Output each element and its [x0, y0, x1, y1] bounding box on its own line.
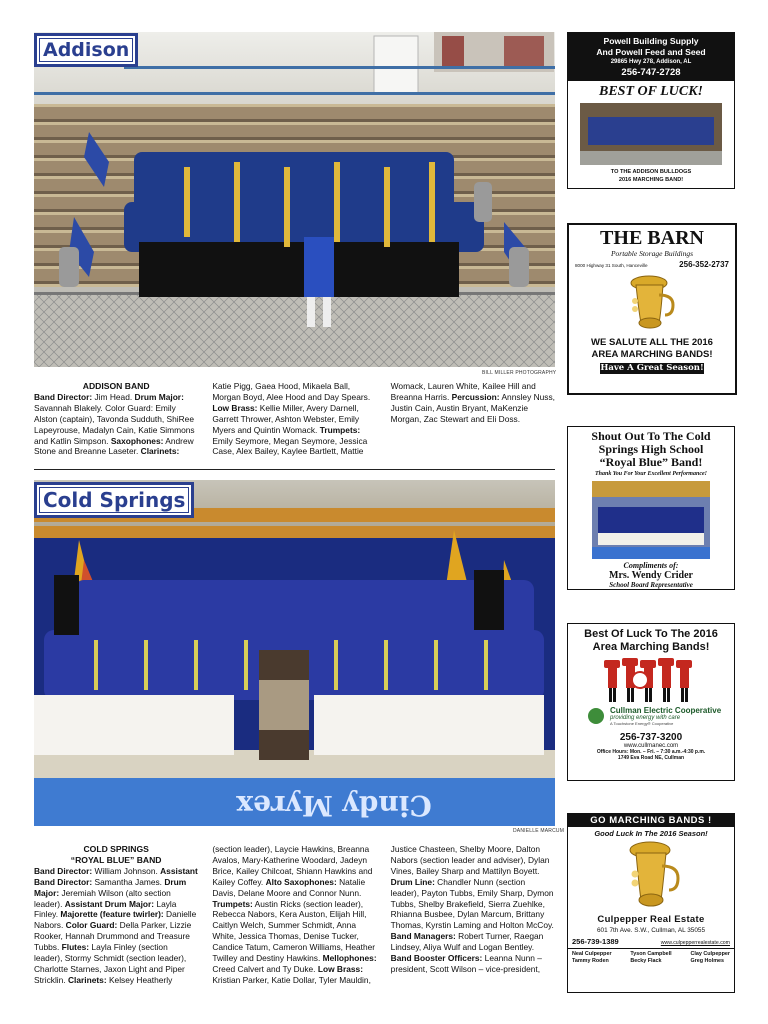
addison-roster-label: Saxophones: [110, 435, 164, 446]
cold-springs-roster-label: Band Director: [34, 865, 93, 876]
cold-springs-roster-names: Austin Ricks (section leader), Rebecca Nabors, Kera Auston, Elijah Hill, Caitlyn Welch, Summer Schmidt, Anna White, Jessica Thomas, Denise Tucker, Candice Tatum, Cameron Williams, Heather Twilley and Destiny Hawkins. [212, 898, 376, 964]
barn-phone: 256-352-2737 [679, 260, 729, 269]
powell-caption-1: TO THE ADDISON BULLDOGS [610, 169, 692, 175]
cullman-company: Cullman Electric Cooperative [610, 706, 722, 715]
cold-springs-roster-label: Band Managers: [390, 931, 456, 942]
cold-springs-roster-label: Mellophones: [322, 953, 377, 964]
addison-section-label: Addison [34, 33, 138, 67]
addison-roster-names: Savannah Blakely. Color Guard: Emily Alston (captain), Tavonda Sudduth, ShiRee Lapeyrouse, Madalyn Cain, Katie Simmons and Katlin Simpson. [34, 402, 195, 446]
cullman-tagline: providing energy with care [610, 715, 681, 721]
cold-springs-roster-names: Layla Finley. [34, 898, 177, 920]
cold-springs-roster-names: Samantha James. [92, 876, 165, 887]
cold-springs-roster-names: Chandler Nunn (section leader), Payton Tubbs, Emily Sharp, Dymon Tubbs, Shelby Brakefield, Sierra Zuehlke, Rhianna Busbee, Dylan Marcum, Brittany Thomas, Kyrstin Laming and Holton McCoy. [390, 876, 554, 931]
barn-salute-1: WE SALUTE ALL THE 2016 [591, 337, 713, 348]
cold-springs-roster-label: Trumpets: [212, 898, 253, 909]
cold-springs-photo-credit: DANIELLE MARCUM [513, 828, 565, 834]
powell-caption-2: 2016 MARCHING BAND! [618, 176, 684, 183]
addison-band-text [34, 381, 555, 471]
culpepper-agent-name: Tyson Campbell [630, 951, 672, 957]
powell-line2: And Powell Feed and Seed [596, 47, 706, 57]
section-divider [34, 469, 555, 470]
cold-springs-roster-label: Assistant Band Director: [34, 865, 198, 887]
shoutout-thanks: Thank You For Your Excellent Performance! [595, 471, 707, 477]
barn-salute-2: AREA MARCHING BANDS! [591, 349, 713, 360]
cold-springs-roster-names: Kelsey Heatherly (section leader), Laycie Hawkins, Breanna Avalos, Mary-Katherine Woodard, Jadeyn Brice, Kailey Chilcoat, Shiann Hawkins and Kailey Coffey. [106, 844, 373, 985]
cold-springs-subheading: “ROYAL BLUE” BAND [70, 854, 162, 865]
cold-springs-roster-names: Kristian Parker, Katie Dollar, Tyler Mauldin, Justice Chasteen, Shelby Moore, Dalton Nabors (section leader and adviser), Dylan Vines, Bailey Sharp and Mattilyn Boyett. [212, 844, 550, 985]
addison-roster-label: Drum Major: [134, 391, 184, 402]
culpepper-tuba-icon [568, 840, 734, 910]
cold-springs-roster-names: Natalie Davis, Delane Moore and Connor Nunn. [212, 876, 366, 898]
cold-springs-roster-names: Jeremiah Wilson (alto section leader). [34, 887, 171, 909]
cold-springs-roster-names: Robert Turner, Raegan Lindsey, Aliya Wulf and Logan Bentley. [390, 931, 544, 953]
addison-roster-names: Jim Head. [92, 391, 135, 402]
barn-great-season: Have A Great Season! [600, 363, 704, 373]
powell-phone: 256-747-2728 [621, 67, 681, 78]
cold-springs-roster-names: Danielle Nabors. [34, 909, 197, 931]
cold-springs-roster-label: Drum Major: [34, 876, 187, 898]
cold-springs-roster-label: Drum Line: [390, 876, 435, 887]
marching-band-illustration [568, 656, 734, 704]
powell-line1: Powell Building Supply [603, 36, 699, 46]
cullman-phone: 256-737-3200 [619, 732, 683, 743]
shoutout-line2: Springs High School [598, 442, 704, 456]
cold-springs-roster-names: Della Parker, Lizzie Rooker, Hannah Drummond and Treasure Tubbs. [34, 920, 192, 953]
shoutout-role: School Board Representative [609, 581, 693, 589]
cullman-address: 1749 Eva Road NE, Cullman [617, 755, 685, 761]
cold-springs-roster-names: Creed Calvert and Ty Duke. [212, 963, 318, 974]
addison-roster-names: Annsley Nuss, Justin Cain, Austin Bryant, MaKenzie Morgan, Zac Stewart and Eli Doss. [390, 391, 555, 424]
cold-springs-roster-label: Low Brass: [317, 963, 363, 974]
addison-roster-label: Clarinets: [140, 446, 180, 457]
the-barn-ad [567, 223, 737, 395]
barn-subtitle: Portable Storage Buildings [610, 249, 694, 258]
shout-out-ad [567, 426, 735, 590]
cold-springs-roster-label: Alto Saxophones: [265, 876, 337, 887]
shoutout-compliments: Compliments of: [623, 561, 679, 570]
culpepper-goodluck: Good Luck In The 2016 Season! [594, 829, 708, 838]
cullman-logo-icon [588, 708, 604, 724]
culpepper-name: Culpepper Real Estate [597, 914, 705, 925]
cold-springs-roster-label: Color Guard: [65, 920, 118, 931]
cold-springs-section-label: Cold Springs [34, 482, 194, 518]
culpepper-agent-secondary: Becky Flack [630, 958, 662, 964]
powell-address: 29865 Hwy 278, Addison, AL [610, 59, 692, 65]
powell-best-of-luck: BEST OF LUCK! [599, 84, 703, 99]
cold-springs-roster-label: Flutes: [61, 942, 90, 953]
addison-band-photo [34, 32, 555, 367]
cold-springs-roster-label: Band Booster Officers: [390, 953, 483, 964]
powell-band-photo [580, 103, 722, 165]
cold-springs-roster-label: Assistant Drum Major: [64, 898, 155, 909]
cold-springs-roster-names: Layla Finley (section leader), Stormy Schmidt (section leader), Charlotte Starnes, Jaxon Light and Piper Stricklin. [34, 942, 187, 985]
cindy-myrex-banner: Cindy Myrex [236, 789, 432, 822]
cold-springs-roster-names: Leanna Nunn – president, Scott Wilson – vice-president, [390, 953, 542, 974]
shoutout-line3: “Royal Blue” Band! [599, 455, 703, 469]
cullman-web: www.cullmanec.com [623, 743, 679, 749]
addison-roster-label: Percussion: [451, 391, 500, 402]
culpepper-agent-name: Clay Culpepper [690, 951, 730, 957]
cold-springs-roster-label: Clarinets: [67, 974, 107, 985]
addison-roster-label: Low Brass: [212, 402, 258, 413]
shoutout-band-photo [592, 481, 710, 559]
cullman-hours: Office Hours: Mon. – Fri. – 7:30 a.m.-4:30 p.m. [596, 749, 706, 755]
cold-springs-roster-label: Majorette (feature twirler): [60, 909, 164, 920]
addison-roster-names: Kellie Miller, Avery Darnell, Garrett Thrower, Ashton Webster, Emily Myers and Quintin Womack. [212, 402, 360, 435]
cold-springs-band-photo [34, 480, 555, 826]
cullman-line2: Area Marching Bands! [592, 641, 710, 653]
culpepper-agent [630, 951, 671, 965]
addison-roster-names: Andrew Stone and Breanne Laseter. [34, 435, 194, 457]
addison-photo-credit: BILL MILLER PHOTOGRAPHY [482, 370, 557, 376]
powell-building-supply-ad [567, 32, 735, 189]
cullman-electric-ad [567, 623, 735, 781]
culpepper-agent [572, 951, 612, 965]
cullman-touchstone: A Touchstone Energy® Cooperative [610, 721, 674, 726]
tuba-icon [569, 273, 735, 331]
culpepper-header: GO MARCHING BANDS ! [568, 814, 734, 827]
barn-address: 8000 Highway 31 South, Hanceville [575, 263, 648, 268]
addison-roster-label: Trumpets: [319, 424, 361, 435]
culpepper-phone: 256-739-1389 [572, 937, 619, 946]
addison-band-heading: ADDISON BAND [82, 381, 150, 391]
shoutout-line1: Shout Out To The Cold [591, 429, 711, 443]
cold-springs-band-text [34, 844, 555, 994]
cold-springs-roster-names: William Johnson. [92, 865, 161, 876]
addison-roster-names: Emily Seymore, Megan Seymore, Jessica Case, Alex Bailey, Kaylee Bartlett, Mattie Womack, Lauren White, Kailee Hill and Breanna Harris. [212, 381, 536, 457]
barn-title: THE BARN [600, 227, 704, 249]
culpepper-agent-secondary: Tammy Roden [572, 958, 609, 964]
addison-band-roster [34, 381, 555, 461]
culpepper-agent-secondary: Greg Holmes [690, 958, 725, 964]
addison-roster-label: Band Director: [34, 391, 93, 402]
culpepper-agent-name: Neal Culpepper [572, 951, 612, 957]
cold-springs-heading: COLD SPRINGS [83, 844, 149, 854]
shoutout-name: Mrs. Wendy Crider [609, 570, 693, 581]
culpepper-web: www.culpepperrealestate.com [660, 940, 730, 946]
addison-roster-names: Katie Pigg, Gaea Hood, Mikaela Ball, Morgan Boyd, Alee Hood and Day Spears. [212, 381, 371, 402]
culpepper-address: 601 7th Ave. S.W., Cullman, AL 35055 [597, 927, 705, 934]
cullman-line1: Best Of Luck To The 2016 [584, 628, 718, 640]
culpepper-agent [690, 951, 730, 965]
culpepper-agents [568, 948, 734, 965]
culpepper-real-estate-ad [567, 813, 735, 993]
